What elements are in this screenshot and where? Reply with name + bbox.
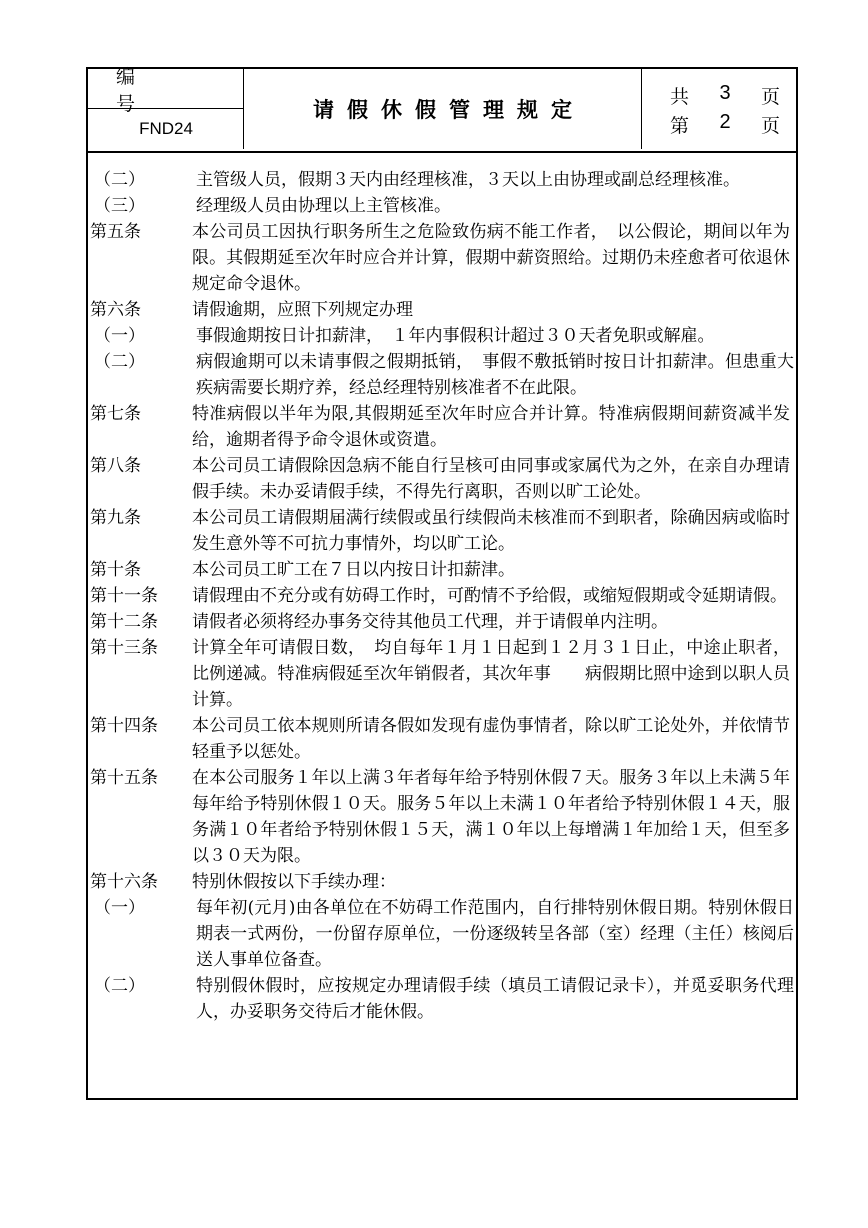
clause-text: 本公司员工旷工在７日以内按日计扣薪津。 xyxy=(192,560,515,580)
clause-item xyxy=(88,219,796,297)
clause-label: （一） xyxy=(94,898,145,918)
total-pages-row xyxy=(670,82,780,109)
clause-item xyxy=(88,973,796,1025)
page-info-cell xyxy=(642,69,796,149)
clause-label: 第十条 xyxy=(90,560,141,580)
clause-text: 事假逾期按日计扣薪津， １年内事假积计超过３０天者免职或解雇。 xyxy=(196,326,715,346)
current-prefix: 第 xyxy=(670,115,690,137)
total-prefix: 共 xyxy=(670,86,690,108)
clause-label: 第十六条 xyxy=(90,872,158,892)
number-value: FND24 xyxy=(139,119,193,138)
current-page-row xyxy=(670,111,780,138)
total-suffix: 页 xyxy=(760,86,780,108)
clause-label: 第十二条 xyxy=(90,612,158,632)
clause-label: 第十一条 xyxy=(90,586,158,606)
clause-text: 特准病假以半年为限,其假期延至次年时应合并计算。特准病假期间薪资减半发给，逾期者得予命令退休或资遣。 xyxy=(192,404,790,450)
clause-item xyxy=(88,349,796,401)
clause-item xyxy=(88,609,796,635)
clause-text: 特别假休假时，应按规定办理请假手续（填员工请假记录卡），并觅妥职务代理人，办妥职务交待后才能休假。 xyxy=(196,976,794,1022)
clause-label: 第十四条 xyxy=(90,716,158,736)
clause-label: 第六条 xyxy=(90,300,141,320)
clause-text: 计算全年可请假日数， 均自每年１月１日起到１２月３１日止，中途止职者，比例递减。特准病假延至次年销假者，其次年事 病假期比照中途到以职人员计算。 xyxy=(192,638,790,710)
clause-label: （二） xyxy=(94,170,145,190)
clause-label: （一） xyxy=(94,326,145,346)
clause-item xyxy=(88,401,796,453)
document-body xyxy=(88,167,796,1025)
clause-item xyxy=(88,505,796,557)
clause-text: 本公司员工依本规则所请各假如发现有虚伪事情者，除以旷工论处外，并依情节轻重予以惩处。 xyxy=(192,716,790,762)
clause-label: （二） xyxy=(94,352,145,372)
clause-item xyxy=(88,765,796,869)
clause-item xyxy=(88,453,796,505)
current-suffix: 页 xyxy=(760,115,780,137)
clause-label: 第五条 xyxy=(90,222,141,242)
clause-text: 请假逾期，应照下列规定办理 xyxy=(192,300,413,320)
clause-text: 请假理由不充分或有妨碍工作时，可酌情不予给假，或缩短假期或令延期请假。 xyxy=(192,586,787,606)
clause-text: 本公司员工请假除因急病不能自行呈核可由同事或家属代为之外，在亲自办理请假手续。未办妥请假手续，不得先行离职，否则以旷工论处。 xyxy=(192,456,790,502)
clause-label: 第十五条 xyxy=(90,768,158,788)
current-page: 2 xyxy=(719,111,731,133)
total-pages: 3 xyxy=(719,82,731,104)
clause-item xyxy=(88,167,796,193)
clause-label: 第九条 xyxy=(90,508,141,528)
document-frame xyxy=(86,67,798,1100)
clause-text: 特别休假按以下手续办理： xyxy=(192,872,396,892)
clause-text: 主管级人员，假期３天内由经理核准，３天以上由协理或副总经理核准。 xyxy=(196,170,740,190)
clause-item xyxy=(88,895,796,973)
document-header xyxy=(88,65,796,153)
clause-label: 第十三条 xyxy=(90,638,158,658)
clause-label: 第八条 xyxy=(90,456,141,476)
clause-item xyxy=(88,193,796,219)
document-title: 请假休假管理规定 xyxy=(244,69,642,149)
clause-label: 第七条 xyxy=(90,404,141,424)
clause-text: 本公司员工请假期届满行续假或虽行续假尚未核准而不到职者，除确因病或临时发生意外等不可抗力事情外，均以旷工论。 xyxy=(192,508,790,554)
clause-item xyxy=(88,323,796,349)
clause-item xyxy=(88,557,796,583)
clause-label: （二） xyxy=(94,976,145,996)
clause-item xyxy=(88,713,796,765)
clause-item xyxy=(88,869,796,895)
clause-label: （三） xyxy=(94,196,145,216)
clause-item xyxy=(88,297,796,323)
clause-text: 在本公司服务１年以上满３年者每年给予特别休假７天。服务３年以上未满５年每年给予特别休假１０天。服务５年以上未满１０年者给予特别休假１４天，服务满１０年者给予特别休假１５天，满１０年以上每增满１年加给１天，但至多以３０天为限。 xyxy=(192,768,790,866)
clause-item xyxy=(88,635,796,713)
clause-text: 请假者必须将经办事务交待其他员工代理，并于请假单内注明。 xyxy=(192,612,668,632)
number-label: 编 号 xyxy=(88,69,244,109)
clause-text: 病假逾期可以未请事假之假期抵销， 事假不敷抵销时按日计扣薪津。但患重大疾病需要长期疗养，经总经理特别核准者不在此限。 xyxy=(196,352,794,398)
clause-item xyxy=(88,583,796,609)
number-cell xyxy=(88,65,244,149)
clause-text: 每年初(元月)由各单位在不妨碍工作范围内，自行排特别休假日期。特别休假日期表一式两份，一份留存原单位，一份逐级转呈各部（室）经理（主任）核阅后送人事单位备查。 xyxy=(196,898,794,970)
clause-text: 本公司员工因执行职务所生之危险致伤病不能工作者， 以公假论，期间以年为限。其假期延至次年时应合并计算，假期中薪资照给。过期仍未痊愈者可依退休规定命令退休。 xyxy=(192,222,790,294)
clause-text: 经理级人员由协理以上主管核准。 xyxy=(196,196,451,216)
